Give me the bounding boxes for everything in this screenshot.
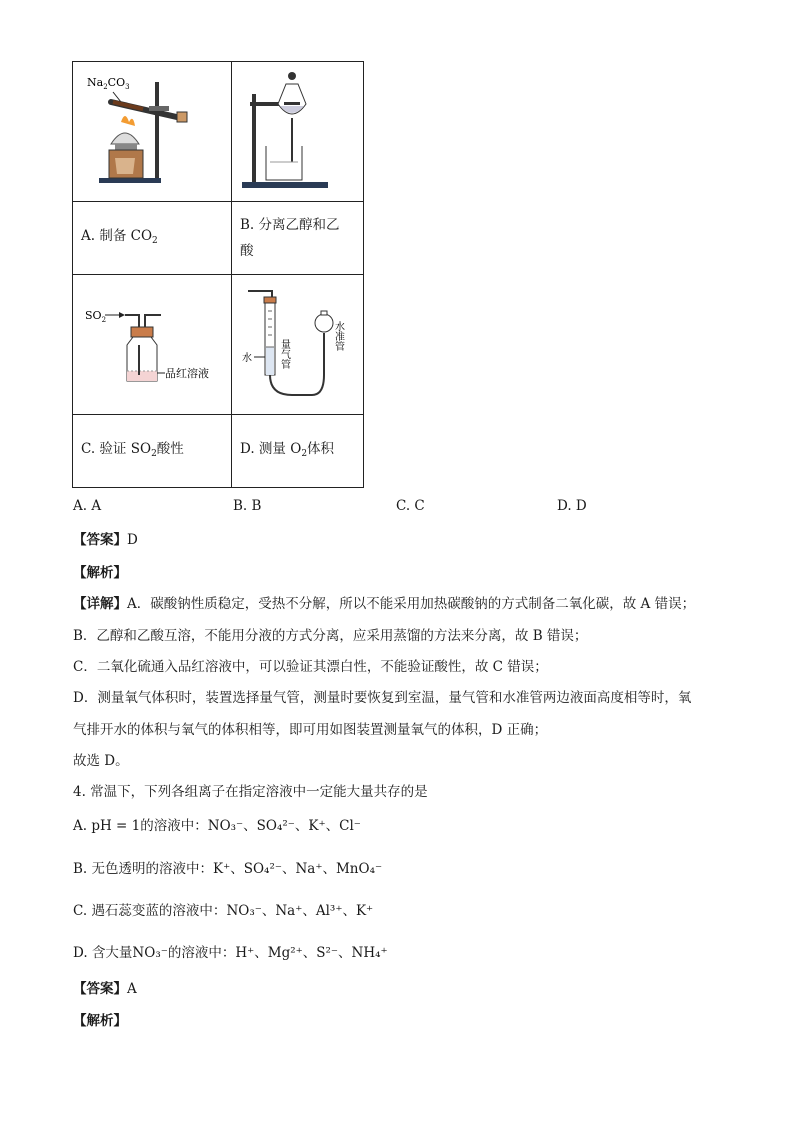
apparatus-c-label: C. 验证 $SO_2$酸性 — [73, 415, 232, 488]
apparatus-b-image — [232, 62, 364, 202]
apparatus-b-label: B. 分离乙醇和乙 酸 — [232, 202, 364, 275]
svg-text:水: 水 — [242, 353, 252, 364]
q4-option-d: D. 含大量NO₃⁻的溶液中：H⁺、Mg²⁺、S²⁻、NH₄⁺ — [73, 945, 388, 961]
svg-text:SO2: $SO_2$ — [85, 309, 107, 324]
q3-answer: 【答案】D — [73, 532, 138, 548]
q3-detail-b: B．乙醇和乙酸互溶，不能用分液的方式分离，应采用蒸馏的方法来分离，故 B 错误； — [73, 628, 588, 644]
q3-detail-a: 【详解】A．碳酸钠性质稳定，受热不分解，所以不能采用加热碳酸钠的方式制备二氧化碳，故 A 错误； — [73, 596, 696, 612]
q4-option-a: A. pH = 1的溶液中：NO₃⁻、SO₄²⁻、K⁺、Cl⁻ — [73, 818, 361, 834]
q3-detail-d-line1: D．测量氧气体积时，装置选择量气管，测量时要恢复到室温，量气管和水准管两边液面高度相等时，氧 — [73, 690, 692, 706]
q3-option-d: D. D — [557, 498, 587, 514]
q3-option-a: A. A — [73, 498, 102, 514]
apparatus-c-image — [73, 275, 232, 415]
q4-stem: 4. 常温下，下列各组离子在指定溶液中一定能大量共存的是 — [73, 784, 428, 800]
apparatus-a-image — [73, 62, 232, 202]
q4-answer: 【答案】A — [73, 981, 137, 997]
q3-conclusion: 故选 D。 — [73, 753, 129, 769]
q4-option-b: B. 无色透明的溶液中：K⁺、SO₄²⁻、Na⁺、MnO₄⁻ — [73, 861, 383, 877]
apparatus-d-label: D. 测量 $O_2$体积 — [232, 415, 364, 488]
q3-option-b: B. B — [233, 498, 262, 514]
apparatus-table — [72, 61, 364, 488]
q4-analysis-heading: 【解析】 — [73, 1013, 127, 1029]
svg-text:水准管: 水准管 — [332, 321, 344, 351]
q3-option-c: C. C — [396, 498, 425, 514]
svg-text:量气管: 量气管 — [278, 339, 290, 369]
q4-option-c: C. 遇石蕊变蓝的溶液中：NO₃⁻、Na⁺、Al³⁺、K⁺ — [73, 903, 374, 919]
svg-text:品红溶液: 品红溶液 — [165, 367, 209, 380]
q3-detail-d-line2: 气排开水的体积与氧气的体积相等，即可用如图装置测量氧气的体积，D 正确； — [73, 722, 548, 738]
apparatus-d-image — [232, 275, 364, 415]
q3-analysis-heading: 【解析】 — [73, 565, 127, 581]
apparatus-a-label: A. 制备 $CO_2$ — [73, 202, 232, 275]
q3-detail-c: C．二氧化硫通入品红溶液中，可以验证其漂白性，不能验证酸性，故 C 错误； — [73, 659, 548, 675]
svg-text:Na2CO3: $Na_2CO_3$ — [87, 76, 130, 91]
